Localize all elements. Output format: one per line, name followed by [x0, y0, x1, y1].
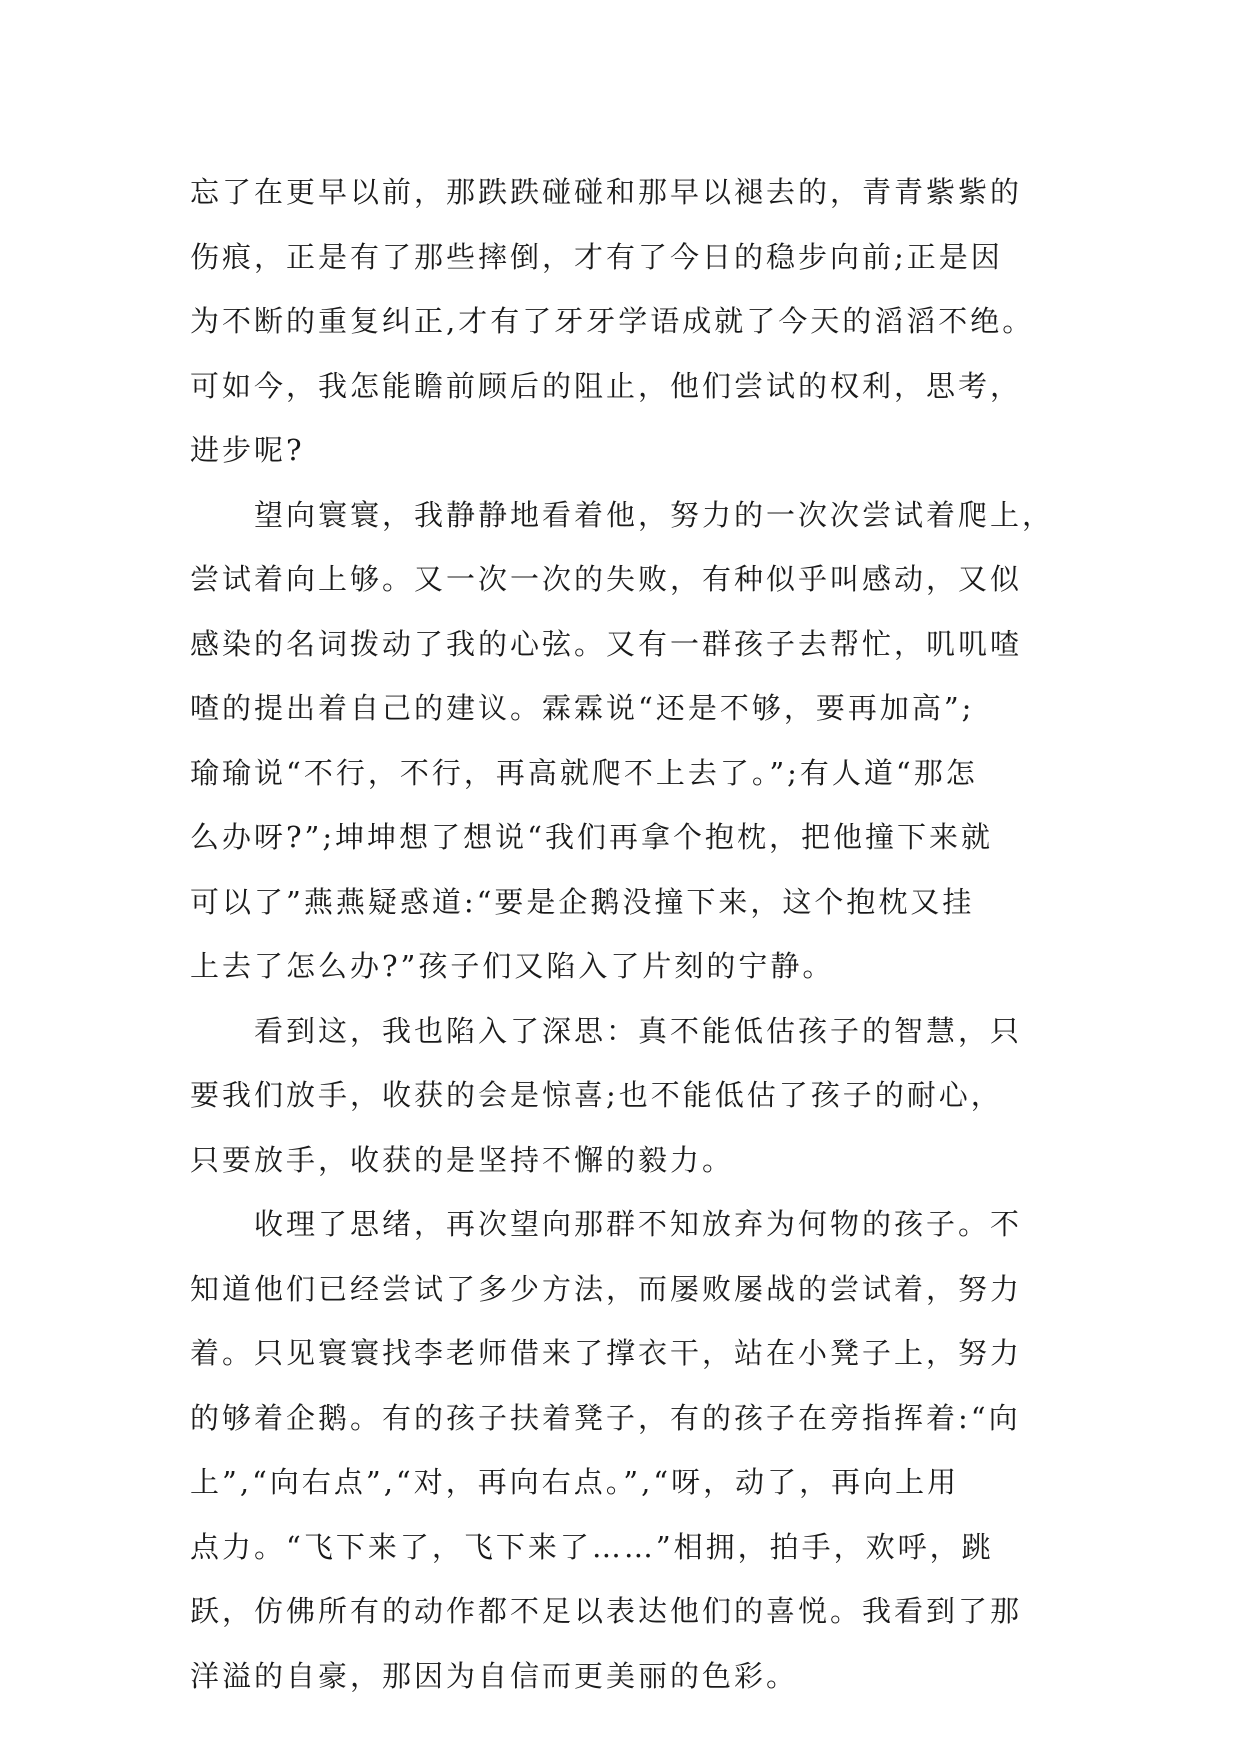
text-line: 喳的提出着自己的建议。霖霖说“还是不够，要再加高”;: [190, 691, 975, 725]
text-line: 的够着企鹅。有的孩子扶着凳子，有的孩子在旁指挥着:“向: [190, 1400, 1021, 1435]
text-line: 点力。“飞下来了，飞下来了……”相拥，拍手，欢呼，跳: [190, 1529, 994, 1564]
text-line: 望向寰寰，我静静地看着他，努力的一次次尝试着爬上，: [190, 497, 1055, 532]
text-line: 看到这，我也陷入了深思：真不能低估孩子的智慧，只: [190, 1013, 1023, 1048]
text-line: 为不断的重复纠正,才有了牙牙学语成就了今天的滔滔不绝。: [190, 304, 1035, 338]
text-line: 洋溢的自豪，那因为自信而更美丽的色彩。: [190, 1658, 799, 1693]
text-line: 伤痕，正是有了那些摔倒，才有了今日的稳步向前;正是因: [190, 239, 1003, 274]
text-line: 可以了”燕燕疑惑道:“要是企鹅没撞下来，这个抱枕又挂: [190, 884, 975, 919]
text-line: 要我们放手，收获的会是惊喜;也不能低估了孩子的耐心，: [190, 1078, 1003, 1112]
text-line: 么办呀?”;坤坤想了想说“我们再拿个抱枕，把他撞下来就: [190, 820, 993, 854]
text-line: 只要放手，收获的是坚持不懈的毅力。: [190, 1142, 735, 1177]
text-line: 上”,“向右点”,“对，再向右点。”,“呀，动了，再向上用: [190, 1465, 960, 1499]
text-line: 上去了怎么办?”孩子们又陷入了片刻的宁静。: [190, 949, 835, 983]
text-line: 可如今，我怎能瞻前顾后的阻止，他们尝试的权利，思考，: [190, 368, 1023, 403]
text-line: 知道他们已经尝试了多少方法，而屡败屡战的尝试着，努力: [190, 1271, 1023, 1306]
text-line: 跃，仿佛所有的动作都不足以表达他们的喜悦。我看到了那: [190, 1594, 1023, 1628]
text-line: 瑜瑜说“不行，不行，再高就爬不上去了。”;有人道“那怎: [190, 755, 978, 790]
text-line: 感染的名词拨动了我的心弦。又有一群孩子去帮忙，叽叽喳: [190, 626, 1023, 661]
text-line: 尝试着向上够。又一次一次的失败，有种似乎叫感动，又似: [190, 562, 1023, 596]
text-line: 忘了在更早以前，那跌跌碰碰和那早以褪去的，青青紫紫的: [190, 175, 1023, 209]
text-line: 进步呢?: [190, 433, 305, 467]
text-line: 收理了思绪，再次望向那群不知放弃为何物的孩子。不: [190, 1207, 1023, 1241]
text-line: 着。只见寰寰找李老师借来了撑衣干，站在小凳子上，努力: [190, 1336, 1023, 1370]
body-text: [190, 160, 1090, 1708]
